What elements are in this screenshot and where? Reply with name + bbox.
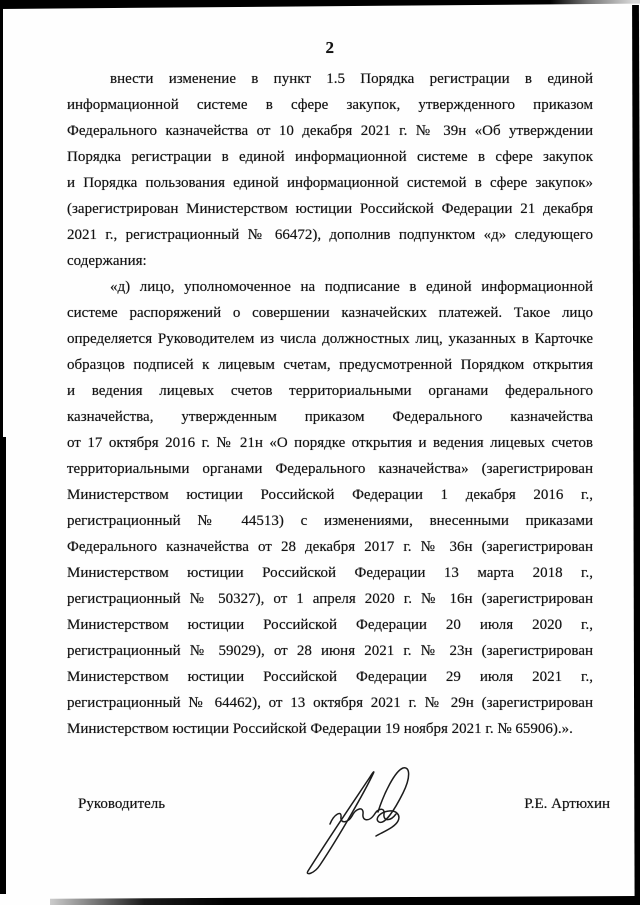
text-line: системе распоряжений о совершении казначейских платежей. Такое лицо [67,305,593,321]
scan-edge-left-lower [0,437,6,894]
text-line: внести изменение в пункт 1.5 Порядка регистрации в единой [110,71,593,87]
text-line: Федерального казначейства от 10 декабря 2021 г. № 39н «Об утверждении [67,123,593,139]
scan-edge-top [0,0,640,9]
scan-edge-left-upper [0,7,3,437]
text-line: Министерством юстиции Российской Федерации 1 декабря 2016 г., [67,487,593,503]
text-line: (зарегистрирован Министерством юстиции Российской Федерации 21 декабря [67,201,593,217]
text-line: Министерством юстиции Российской Федерации 29 июля 2021 г., [67,669,593,685]
text-line: регистрационный № 59029), от 28 июня 2021 г. № 23н (зарегистрирован [67,643,593,659]
text-line: регистрационный № 64462), от 13 октября 2021 г. № 29н (зарегистрирован [67,695,593,711]
signatory-title: Руководитель [78,796,166,812]
text-line: казначейства, утвержденным приказом Федерального казначейства [67,409,593,425]
text-line: и Порядка пользования единой информационной системой в сфере закупок» [67,175,593,191]
scan-edge-right [631,5,640,905]
text-line: информационной системе в сфере закупок, утвержденного приказом [67,97,593,113]
text-line: Порядка регистрации в единой информационной системе в сфере закупок [67,149,593,165]
text-line: образцов подписей к лицевым счетам, предусмотренной Порядком открытия [67,357,593,373]
page-number: 2 [325,38,335,57]
text-line: регистрационный № 44513) с изменениями, внесенными приказами [67,513,593,529]
text-line: и ведения лицевых счетов территориальными органами федерального [67,383,593,399]
signature-mark [272,748,422,888]
text-line: территориальными органами Федерального казначейства» (зарегистрирован [67,461,593,477]
signatory-name: Р.Е. Артюхин [524,796,610,812]
document-body [67,66,593,742]
text-line: содержания: [67,253,147,269]
paragraph [67,274,593,742]
text-line: регистрационный № 50327), от 1 апреля 2020 г. № 16н (зарегистрирован [67,591,593,607]
text-line: определяется Руководителем из числа должностных лиц, указанных в Карточке [67,331,593,347]
text-line: Министерством юстиции Российской Федерации 13 марта 2018 г., [67,565,593,581]
text-line: Федерального казначейства от 28 декабря 2017 г. № 36н (зарегистрирован [67,539,593,555]
text-line: от 17 октября 2016 г. № 21н «О порядке открытия и ведения лицевых счетов [67,435,593,451]
paragraph [67,66,593,274]
text-line: 2021 г., регистрационный № 66472), дополнив подпунктом «д» следующего [67,227,593,243]
text-line: «д) лицо, уполномоченное на подписание в единой информационной [110,279,593,295]
scan-edge-bottom [50,896,640,905]
text-line: Министерством юстиции Российской Федерации 19 ноября 2021 г. № 65906).». [67,721,573,737]
text-line: Министерством юстиции Российской Федерации 20 июля 2020 г., [67,617,593,633]
